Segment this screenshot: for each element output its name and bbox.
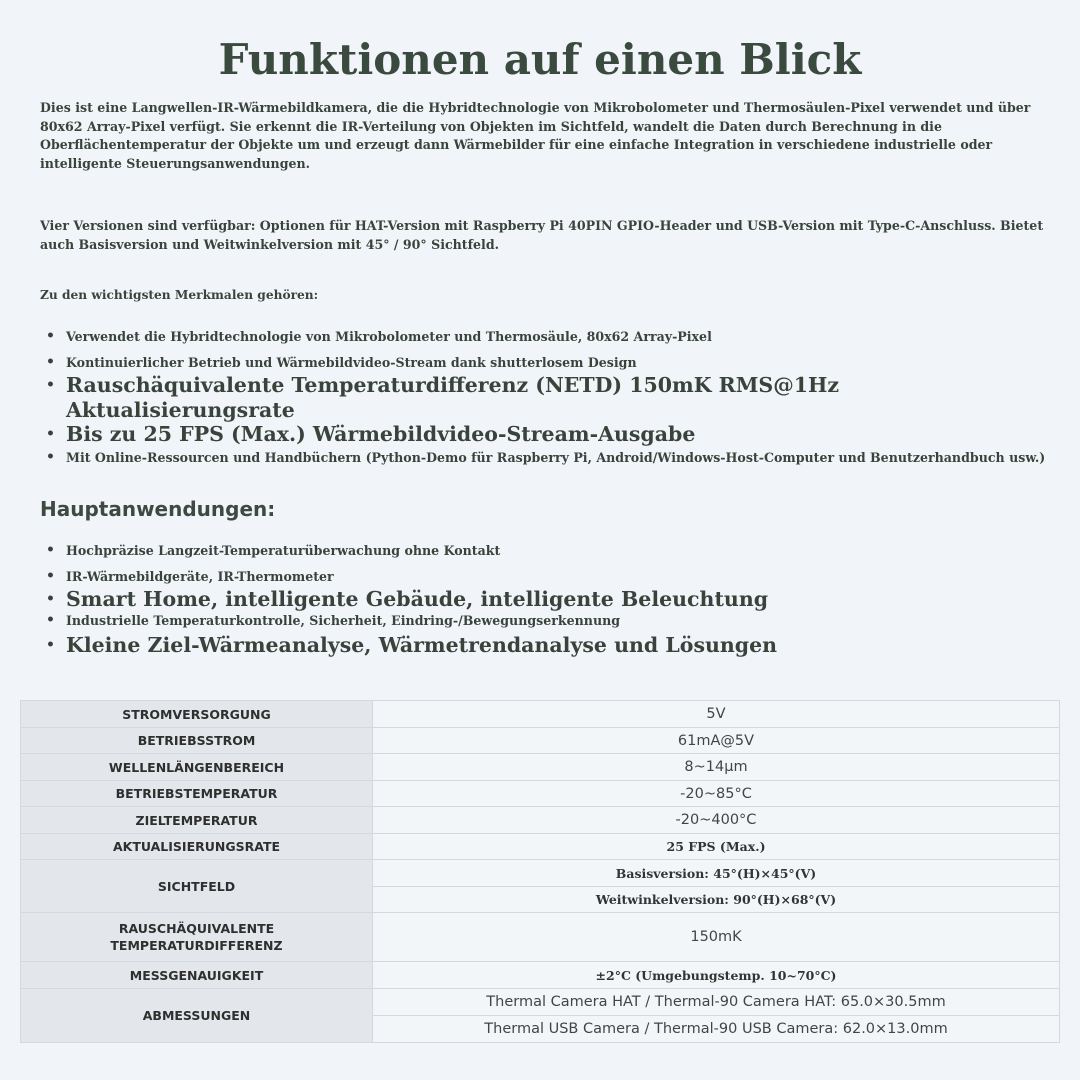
spec-value-operating-temperature: -20~85°C [373, 781, 1060, 807]
bullet-icon: • [46, 328, 55, 344]
spec-value-dimensions-hat: Thermal Camera HAT / Thermal-90 Camera HAT: 65.0×30.5mm [373, 989, 1060, 1016]
spec-label-netd-line1: RAUSCHÄQUIVALENTE [118, 921, 275, 936]
list-item: • Verwendet die Hybridtechnologie von Mikrobolometer und Thermosäule, 80x62 Array-Pixel [46, 328, 712, 344]
features-intro: Zu den wichtigsten Merkmalen gehören: [40, 288, 319, 302]
list-item: • Mit Online-Ressourcen und Handbüchern (Python-Demo für Raspberry Pi, Android/Windows-Host-Computer und Benutzerhandbuch usw.) [46, 448, 1046, 465]
spec-value-power: 5V [373, 701, 1060, 728]
bullet-icon: • [46, 377, 55, 393]
bullet-icon: • [46, 448, 55, 465]
table-row [21, 834, 1060, 860]
bullet-icon: • [46, 567, 55, 584]
spec-label-netd [21, 913, 373, 962]
spec-label-operating-temperature: BETRIEBSTEMPERATUR [21, 781, 373, 807]
bullet-icon: • [46, 426, 55, 442]
spec-value-netd: 150mK [373, 913, 1060, 962]
spec-value-current: 61mA@5V [373, 728, 1060, 754]
spec-value-fov-wide: Weitwinkelversion: 90°(H)×68°(V) [373, 887, 1060, 913]
page-title: Funktionen auf einen Blick [218, 35, 862, 84]
list-item: • Bis zu 25 FPS (Max.) Wärmebildvideo-Stream-Ausgabe [46, 422, 696, 446]
applications-list [46, 542, 1046, 658]
list-item: • Smart Home, intelligente Gebäude, intelligente Beleuchtung [46, 587, 769, 611]
spec-value-dimensions-usb: Thermal USB Camera / Thermal-90 USB Camera: 62.0×13.0mm [373, 1016, 1060, 1043]
spec-value-refresh-rate: 25 FPS (Max.) [373, 834, 1060, 860]
list-item: • Hochpräzise Langzeit-Temperaturüberwachung ohne Kontakt [46, 542, 501, 558]
table-row [21, 728, 1060, 754]
bullet-icon: • [46, 542, 55, 558]
spec-label-netd-line2: TEMPERATURDIFFERENZ [110, 938, 283, 953]
intro-paragraph: Dies ist eine Langwellen-IR-Wärmebildkamera, die die Hybridtechnologie von Mikrobolometer und Thermosäulen-Pixel verwendet und über 80x62 Array-Pixel verfügt. Sie erkennt die IR-Verteilung von Objekten im Sichtfeld, wandelt die Daten durch Berechnung in die Oberflächentemperatur der Objekte um und erzeugt dann Wärmebilder für eine einfache Integration in verschiedene industrielle oder intelligente Steuerungsanwendungen. [40, 100, 1031, 171]
spec-label-wavelength: WELLENLÄNGENBEREICH [21, 754, 373, 781]
table-row [21, 962, 1060, 989]
bullet-icon: • [46, 353, 55, 370]
list-item: • Kontinuierlicher Betrieb und Wärmebildvideo-Stream dank shutterlosem Design [46, 353, 637, 370]
list-item: • Rauschäquivalente Temperaturdifferenz (NETD) 150mK RMS@1Hz Aktualisierungsrate [46, 373, 839, 422]
spec-value-target-temperature: -20~400°C [373, 807, 1060, 834]
table-row [21, 701, 1060, 728]
spec-label-field-of-view: SICHTFELD [21, 860, 373, 913]
spec-label-accuracy: MESSGENAUIGKEIT [21, 962, 373, 989]
applications-heading: Hauptanwendungen: [40, 497, 276, 521]
table-row [21, 807, 1060, 834]
features-list [46, 328, 1046, 466]
bullet-icon: • [46, 591, 55, 607]
spec-value-fov-basic: Basisversion: 45°(H)×45°(V) [373, 860, 1060, 887]
spec-label-dimensions: ABMESSUNGEN [21, 989, 373, 1043]
table-row [21, 913, 1060, 962]
spec-value-accuracy: ±2°C (Umgebungstemp. 10~70°C) [373, 962, 1060, 989]
spec-table [20, 700, 1060, 1043]
spec-label-target-temperature: ZIELTEMPERATUR [21, 807, 373, 834]
table-row [21, 754, 1060, 781]
versions-paragraph: Vier Versionen sind verfügbar: Optionen für HAT-Version mit Raspberry Pi 40PIN GPIO-Header und USB-Version mit Type-C-Anschluss. Bietet auch Basisversion und Weitwinkelversion mit 45° / 90° Sichtfeld. [40, 218, 1044, 252]
list-item: • Kleine Ziel-Wärmeanalyse, Wärmetrendanalyse und Lösungen [46, 633, 778, 657]
spec-label-current: BETRIEBSSTROM [21, 728, 373, 754]
list-item: • IR-Wärmebildgeräte, IR-Thermometer [46, 567, 334, 584]
spec-label-power: STROMVERSORGUNG [21, 701, 373, 728]
list-item: • Industrielle Temperaturkontrolle, Sicherheit, Eindring-/Bewegungserkennung [46, 611, 621, 628]
table-row [21, 860, 1060, 887]
table-row [21, 989, 1060, 1016]
bullet-icon: • [46, 611, 55, 628]
spec-value-wavelength: 8~14μm [373, 754, 1060, 781]
bullet-icon: • [46, 637, 55, 653]
table-row [21, 781, 1060, 807]
spec-label-refresh-rate: AKTUALISIERUNGSRATE [21, 834, 373, 860]
